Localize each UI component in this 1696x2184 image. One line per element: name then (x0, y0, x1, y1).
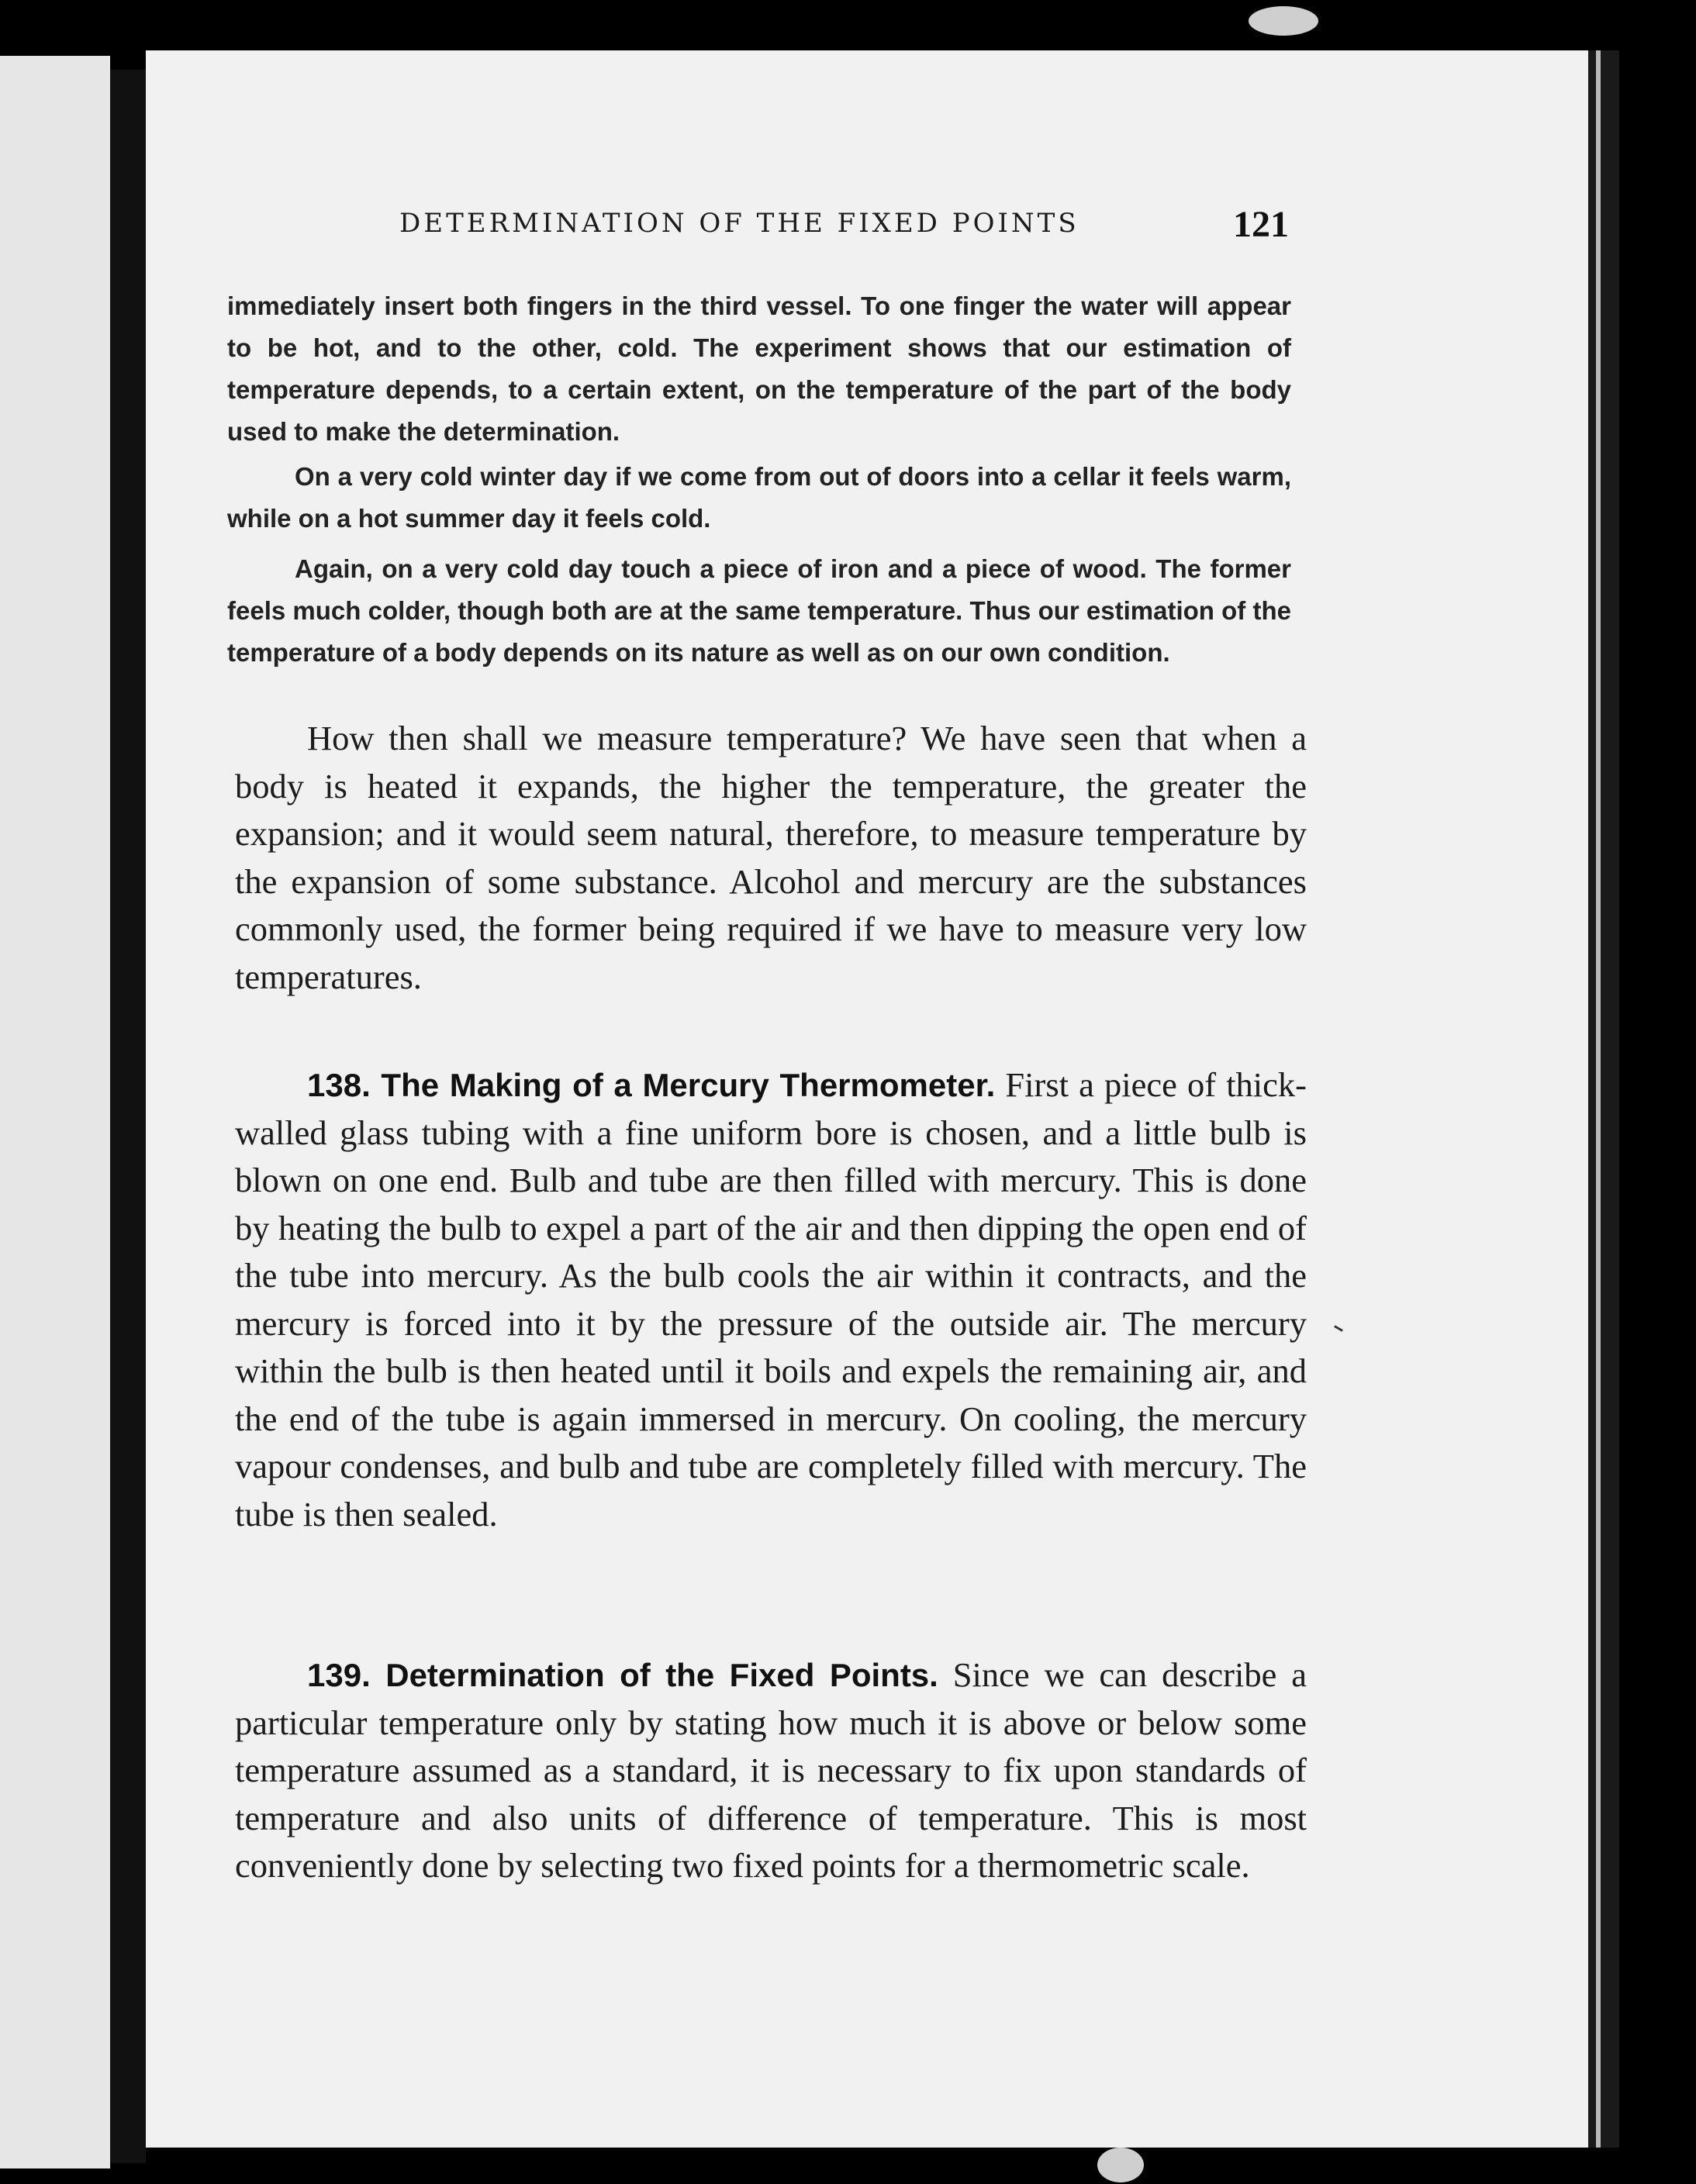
section-139-title: Determination of the Fixed Points. (385, 1657, 938, 1693)
page-right-shadow (1588, 50, 1619, 2148)
section-138-text: First a piece of thick-walled glass tubing with a fine uniform bore is chosen, and a little bulb is blown on one end. Bulb and tube are then filled with mercury. This is done by heating the bulb to expel a part of the air and then dipping the open end of the tube into mercury. As the bulb cools the air within it contracts, and the mercury is forced into it by the pressure of the outside air. The mercury within the bulb is then heated until it boils and expels the remaining air, and the end of the tube is again immersed in mercury. On cooling, the mercury vapour condenses, and bulb and tube are completely filled with mercury. The tube is then sealed. (235, 1065, 1307, 1534)
binding-shadow (110, 70, 146, 2163)
facing-page-edge (0, 56, 110, 2168)
section-138 (235, 1061, 1307, 1538)
page-edge-line (1596, 50, 1601, 2148)
page-number: 121 (1233, 204, 1289, 245)
small-paragraph-1: immediately insert both fingers in the third vessel. To one finger the water will appear to be hot, and to the other, cold. The experiment shows that our estimation of temperature depends, to a certain extent, on the temperature of the part of the body used to make the determination. (227, 292, 1291, 446)
section-139-number: 139. (307, 1657, 371, 1693)
scan-blot-bottom (1097, 2148, 1144, 2182)
scan-blot-top (1249, 6, 1318, 36)
paragraph-measure-temperature: How then shall we measure temperature? We have seen that when a body is heated it expands, the higher the temperature, the greater the expansion; and it would seem natural, therefore, to measure temperature by the expansion of some substance. Alcohol and mercury are the substances commonly used, the former being required if we have to measure very low temperatures. (235, 719, 1307, 996)
small-paragraph-3: Again, on a very cold day touch a piece of iron and a piece of wood. The former feels much colder, though both are at the same temperature. Thus our estimation of the temperature of a body depends on its nature as well as on our own condition. (227, 554, 1291, 667)
section-138-number: 138. (307, 1067, 371, 1103)
section-138-heading (307, 1067, 995, 1103)
section-139-text: Since we can describe a particular temperature only by stating how much it is above or below some temperature assumed as a standard, it is necessary to fix upon standards of temperature and also units of difference of temperature. This is most conveniently done by selecting two fixed points for a thermometric scale. (235, 1655, 1307, 1885)
running-head: DETERMINATION OF THE FIXED POINTS (399, 208, 1079, 239)
small-paragraph-2: On a very cold winter day if we come from out of doors into a cellar it feels warm, while on a hot summer day it feels cold. (227, 462, 1291, 533)
section-139 (235, 1651, 1307, 1890)
section-139-heading (307, 1657, 938, 1693)
section-138-title: The Making of a Mercury Thermometer. (381, 1067, 996, 1103)
